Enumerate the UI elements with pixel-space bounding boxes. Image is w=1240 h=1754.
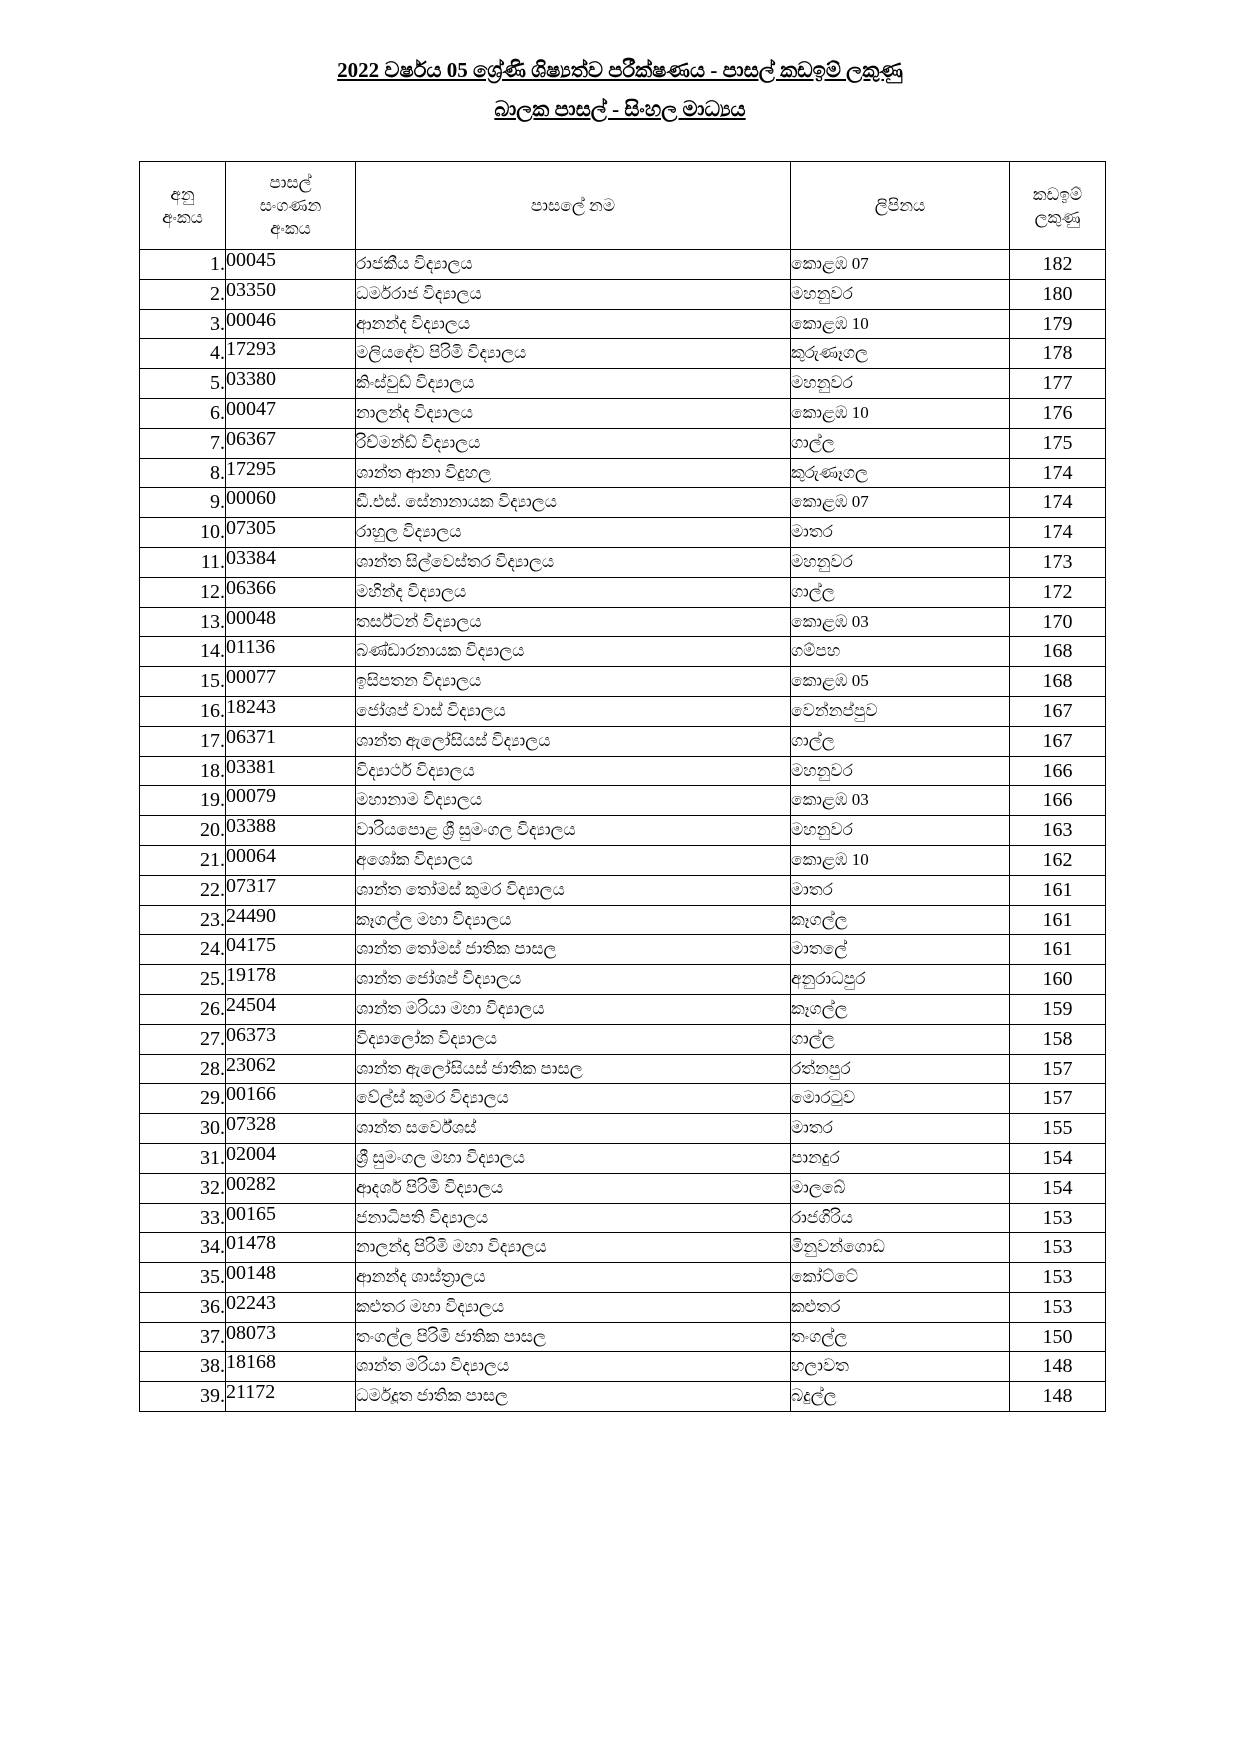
serial-cell: 33.: [140, 1203, 226, 1233]
table-row: [140, 935, 1106, 965]
address-cell: කොළඹ 10: [791, 398, 1010, 428]
document-title: 2022 වර්ෂය 05 ශ්‍රේණි ශිෂ්‍යත්ව පරීක්ෂණය - පාසල් කඩඉම් ලකුණු: [337, 58, 903, 82]
serial-cell: 39.: [140, 1382, 226, 1412]
serial-cell: 13.: [140, 607, 226, 637]
school-name-cell: ශාන්ත ඇලෝසියස් ජාතික පාසල: [356, 1054, 791, 1084]
census-cell: 07305: [226, 518, 356, 548]
marks-cell: 182: [1010, 250, 1106, 280]
school-name-cell: ශාන්ත ඇලෝසියස් විද්‍යාලය: [356, 726, 791, 756]
serial-cell: 22.: [140, 875, 226, 905]
marks-cell: 166: [1010, 786, 1106, 816]
table-row: [140, 428, 1106, 458]
serial-cell: 25.: [140, 965, 226, 995]
school-name-cell: ශ්‍රී සුමංගල මහා විද්‍යාලය: [356, 1143, 791, 1173]
marks-cell: 174: [1010, 458, 1106, 488]
marks-cell: 180: [1010, 279, 1106, 309]
serial-cell: 5.: [140, 369, 226, 399]
serial-cell: 38.: [140, 1352, 226, 1382]
address-cell: කුරුණෑගල: [791, 339, 1010, 369]
table-row: [140, 547, 1106, 577]
serial-cell: 16.: [140, 696, 226, 726]
marks-cell: 177: [1010, 369, 1106, 399]
table-row: [140, 1024, 1106, 1054]
marks-cell: 172: [1010, 577, 1106, 607]
serial-cell: 28.: [140, 1054, 226, 1084]
header-marks-line: කඩඉම්: [1032, 184, 1083, 204]
school-name-cell: ශාන්ත මරියා මහා විද්‍යාලය: [356, 994, 791, 1024]
header-school-name: පාසලේ නම: [356, 162, 791, 250]
table-row: [140, 458, 1106, 488]
census-cell: 01478: [226, 1233, 356, 1263]
school-name-cell: මහින්ද විද්‍යාලය: [356, 577, 791, 607]
table-row: [140, 905, 1106, 935]
address-cell: කොළඹ 03: [791, 607, 1010, 637]
table-row: [140, 1173, 1106, 1203]
census-cell: 02243: [226, 1292, 356, 1322]
serial-cell: 12.: [140, 577, 226, 607]
school-name-cell: අශෝක විද්‍යාලය: [356, 845, 791, 875]
school-name-cell: ආනන්ද ශාස්ත්‍රාලය: [356, 1263, 791, 1293]
table-row: [140, 1263, 1106, 1293]
marks-cell: 155: [1010, 1114, 1106, 1144]
marks-cell: 157: [1010, 1084, 1106, 1114]
census-cell: 17295: [226, 458, 356, 488]
header-address: ලිපිනය: [791, 162, 1010, 250]
address-cell: මහනුවර: [791, 279, 1010, 309]
serial-cell: 7.: [140, 428, 226, 458]
table-row: [140, 1084, 1106, 1114]
serial-cell: 23.: [140, 905, 226, 935]
census-cell: 04175: [226, 935, 356, 965]
header-marks-line: ලකුණු: [1034, 207, 1081, 227]
census-cell: 03388: [226, 816, 356, 846]
table-row: [140, 875, 1106, 905]
census-cell: 00165: [226, 1203, 356, 1233]
address-cell: කොළඹ 07: [791, 488, 1010, 518]
table-row: [140, 1114, 1106, 1144]
table-row: [140, 518, 1106, 548]
address-cell: මාතර: [791, 518, 1010, 548]
school-name-cell: ශාන්ත සිල්වෙස්තර විද්‍යාලය: [356, 547, 791, 577]
address-cell: මිනුවන්ගොඩ: [791, 1233, 1010, 1263]
serial-cell: 3.: [140, 309, 226, 339]
address-cell: මහනුවර: [791, 369, 1010, 399]
serial-cell: 2.: [140, 279, 226, 309]
table-row: [140, 786, 1106, 816]
table-row: [140, 607, 1106, 637]
serial-cell: 21.: [140, 845, 226, 875]
address-cell: කොළඹ 10: [791, 309, 1010, 339]
school-name-cell: ශාන්ත ආනා විදුහල: [356, 458, 791, 488]
census-cell: 01136: [226, 637, 356, 667]
header-cutoff-marks: [1010, 162, 1106, 250]
school-name-cell: රාජකීය විද්‍යාලය: [356, 250, 791, 280]
address-cell: තංගල්ල: [791, 1322, 1010, 1352]
address-cell: කොළඹ 05: [791, 667, 1010, 697]
school-name-cell: නාලන්ද විද්‍යාලය: [356, 398, 791, 428]
school-name-cell: මහානාම විද්‍යාලය: [356, 786, 791, 816]
school-name-cell: මලියදේව පිරිමි විද්‍යාලය: [356, 339, 791, 369]
census-cell: 18243: [226, 696, 356, 726]
address-cell: වෙන්නප්පුව: [791, 696, 1010, 726]
address-cell: මාතර: [791, 1114, 1010, 1144]
census-cell: 08073: [226, 1322, 356, 1352]
serial-cell: 30.: [140, 1114, 226, 1144]
address-cell: මහනුවර: [791, 756, 1010, 786]
address-cell: ගාල්ල: [791, 726, 1010, 756]
marks-cell: 153: [1010, 1263, 1106, 1293]
marks-cell: 158: [1010, 1024, 1106, 1054]
marks-cell: 148: [1010, 1352, 1106, 1382]
table-row: [140, 696, 1106, 726]
address-cell: ගාල්ල: [791, 577, 1010, 607]
header-census-number: [226, 162, 356, 250]
marks-cell: 173: [1010, 547, 1106, 577]
header-serial-number: [140, 162, 226, 250]
school-name-cell: කෑගල්ල මහා විද්‍යාලය: [356, 905, 791, 935]
address-cell: කෑගල්ල: [791, 994, 1010, 1024]
table-row: [140, 250, 1106, 280]
marks-cell: 161: [1010, 935, 1106, 965]
marks-cell: 148: [1010, 1382, 1106, 1412]
school-name-cell: නාලන්දා පිරිමි මහා විද්‍යාලය: [356, 1233, 791, 1263]
marks-cell: 161: [1010, 875, 1106, 905]
table-row: [140, 1143, 1106, 1173]
table-header-row: [140, 162, 1106, 250]
table-row: [140, 965, 1106, 995]
marks-cell: 167: [1010, 696, 1106, 726]
address-cell: කොළඹ 10: [791, 845, 1010, 875]
census-cell: 06373: [226, 1024, 356, 1054]
table-row: [140, 845, 1106, 875]
census-cell: 00045: [226, 250, 356, 280]
school-name-cell: කිංස්වුඩ් විද්‍යාලය: [356, 369, 791, 399]
school-name-cell: ධර්මදූත ජාතික පාසල: [356, 1382, 791, 1412]
school-name-cell: රිච්මන්ඩ් විද්‍යාලය: [356, 428, 791, 458]
serial-cell: 37.: [140, 1322, 226, 1352]
address-cell: බදුල්ල: [791, 1382, 1010, 1412]
serial-cell: 14.: [140, 637, 226, 667]
marks-cell: 179: [1010, 309, 1106, 339]
table-row: [140, 398, 1106, 428]
marks-cell: 174: [1010, 488, 1106, 518]
marks-cell: 178: [1010, 339, 1106, 369]
school-name-cell: කළුතර මහා විද්‍යාලය: [356, 1292, 791, 1322]
marks-cell: 170: [1010, 607, 1106, 637]
census-cell: 03380: [226, 369, 356, 399]
serial-cell: 35.: [140, 1263, 226, 1293]
serial-cell: 19.: [140, 786, 226, 816]
census-cell: 03384: [226, 547, 356, 577]
address-cell: මාලබේ: [791, 1173, 1010, 1203]
census-cell: 00166: [226, 1084, 356, 1114]
school-name-cell: විද්‍යාලෝක විද්‍යාලය: [356, 1024, 791, 1054]
school-name-cell: රාහුල විද්‍යාලය: [356, 518, 791, 548]
address-cell: කෑගල්ල: [791, 905, 1010, 935]
serial-cell: 1.: [140, 250, 226, 280]
census-cell: 00060: [226, 488, 356, 518]
table-row: [140, 667, 1106, 697]
census-cell: 06367: [226, 428, 356, 458]
serial-cell: 10.: [140, 518, 226, 548]
address-cell: අනුරාධපුර: [791, 965, 1010, 995]
marks-cell: 162: [1010, 845, 1106, 875]
school-name-cell: ජෝශප් වාස් විද්‍යාලය: [356, 696, 791, 726]
census-cell: 00148: [226, 1263, 356, 1293]
address-cell: මොරටුව: [791, 1084, 1010, 1114]
school-name-cell: වාරියපොළ ශ්‍රී සුමංගල විද්‍යාලය: [356, 816, 791, 846]
table-row: [140, 637, 1106, 667]
serial-cell: 6.: [140, 398, 226, 428]
header-serial-line: අනු: [170, 184, 195, 204]
school-name-cell: ශාන්ත තෝමස් කුමර විද්‍යාලය: [356, 875, 791, 905]
address-cell: රාජගිරිය: [791, 1203, 1010, 1233]
table-row: [140, 1382, 1106, 1412]
census-cell: 00047: [226, 398, 356, 428]
census-cell: 00079: [226, 786, 356, 816]
marks-cell: 150: [1010, 1322, 1106, 1352]
school-name-cell: විද්‍යාර්ථ විද්‍යාලය: [356, 756, 791, 786]
school-name-cell: ශාන්ත තෝමස් ජාතික පාසල: [356, 935, 791, 965]
marks-cell: 176: [1010, 398, 1106, 428]
marks-cell: 163: [1010, 816, 1106, 846]
census-cell: 03350: [226, 279, 356, 309]
school-name-cell: වේල්ස් කුමර විද්‍යාලය: [356, 1084, 791, 1114]
marks-cell: 174: [1010, 518, 1106, 548]
table-row: [140, 816, 1106, 846]
census-cell: 00046: [226, 309, 356, 339]
address-cell: මාතර: [791, 875, 1010, 905]
marks-cell: 154: [1010, 1143, 1106, 1173]
census-cell: 17293: [226, 339, 356, 369]
address-cell: මහනුවර: [791, 816, 1010, 846]
table-row: [140, 726, 1106, 756]
census-cell: 24490: [226, 905, 356, 935]
address-cell: කෝට්ටේ: [791, 1263, 1010, 1293]
table-row: [140, 369, 1106, 399]
address-cell: කුරුණෑගල: [791, 458, 1010, 488]
table-row: [140, 577, 1106, 607]
serial-cell: 31.: [140, 1143, 226, 1173]
serial-cell: 27.: [140, 1024, 226, 1054]
address-cell: ගම්පහ: [791, 637, 1010, 667]
school-name-cell: ආදර්ශ පිරිමි විද්‍යාලය: [356, 1173, 791, 1203]
marks-cell: 153: [1010, 1233, 1106, 1263]
census-cell: 03381: [226, 756, 356, 786]
table-row: [140, 756, 1106, 786]
address-cell: කොළඹ 03: [791, 786, 1010, 816]
serial-cell: 34.: [140, 1233, 226, 1263]
marks-cell: 167: [1010, 726, 1106, 756]
school-name-cell: තර්ස්ටන් විද්‍යාලය: [356, 607, 791, 637]
marks-cell: 166: [1010, 756, 1106, 786]
serial-cell: 4.: [140, 339, 226, 369]
school-name-cell: තංගල්ල පිරිමි ජාතික පාසල: [356, 1322, 791, 1352]
school-name-cell: ආනන්ද විද්‍යාලය: [356, 309, 791, 339]
table-row: [140, 488, 1106, 518]
address-cell: ගාල්ල: [791, 1024, 1010, 1054]
census-cell: 02004: [226, 1143, 356, 1173]
address-cell: පානදුර: [791, 1143, 1010, 1173]
serial-cell: 17.: [140, 726, 226, 756]
school-name-cell: ඩී.එස්. සේනානායක විද්‍යාලය: [356, 488, 791, 518]
school-name-cell: ශාන්ත මරියා විද්‍යාලය: [356, 1352, 791, 1382]
table-row: [140, 1352, 1106, 1382]
serial-cell: 32.: [140, 1173, 226, 1203]
serial-cell: 11.: [140, 547, 226, 577]
document-subtitle: බාලක පාසල් - සිංහල මාධ්‍යය: [494, 97, 746, 121]
table-row: [140, 1322, 1106, 1352]
census-cell: 18168: [226, 1352, 356, 1382]
header-census-line: පාසල්: [269, 173, 312, 192]
census-cell: 00077: [226, 667, 356, 697]
school-name-cell: බණ්ඩාරනායක විද්‍යාලය: [356, 637, 791, 667]
table-row: [140, 1054, 1106, 1084]
cutoff-marks-table: [139, 161, 1106, 1412]
school-name-cell: ධර්මරාජ විද්‍යාලය: [356, 279, 791, 309]
header-census-line: සංගණන: [259, 196, 322, 215]
serial-cell: 15.: [140, 667, 226, 697]
table-row: [140, 339, 1106, 369]
serial-cell: 20.: [140, 816, 226, 846]
census-cell: 23062: [226, 1054, 356, 1084]
census-cell: 06366: [226, 577, 356, 607]
marks-cell: 157: [1010, 1054, 1106, 1084]
table-row: [140, 309, 1106, 339]
marks-cell: 153: [1010, 1203, 1106, 1233]
serial-cell: 18.: [140, 756, 226, 786]
serial-cell: 36.: [140, 1292, 226, 1322]
census-cell: 19178: [226, 965, 356, 995]
census-cell: 00048: [226, 607, 356, 637]
marks-cell: 159: [1010, 994, 1106, 1024]
table-row: [140, 1292, 1106, 1322]
address-cell: මහනුවර: [791, 547, 1010, 577]
census-cell: 00282: [226, 1173, 356, 1203]
marks-cell: 160: [1010, 965, 1106, 995]
school-name-cell: ශාන්ත සර්වේශස්: [356, 1114, 791, 1144]
census-cell: 07328: [226, 1114, 356, 1144]
address-cell: කළුතර: [791, 1292, 1010, 1322]
marks-cell: 175: [1010, 428, 1106, 458]
address-cell: හලාවත: [791, 1352, 1010, 1382]
header-serial-line: අංකය: [162, 207, 203, 227]
marks-cell: 154: [1010, 1173, 1106, 1203]
table-row: [140, 279, 1106, 309]
table-row: [140, 1233, 1106, 1263]
marks-cell: 153: [1010, 1292, 1106, 1322]
header-census-line: අංකය: [270, 219, 311, 238]
serial-cell: 8.: [140, 458, 226, 488]
serial-cell: 24.: [140, 935, 226, 965]
school-name-cell: ඉසිපතන විද්‍යාලය: [356, 667, 791, 697]
marks-cell: 168: [1010, 667, 1106, 697]
table-row: [140, 994, 1106, 1024]
marks-cell: 168: [1010, 637, 1106, 667]
census-cell: 06371: [226, 726, 356, 756]
census-cell: 24504: [226, 994, 356, 1024]
serial-cell: 26.: [140, 994, 226, 1024]
school-name-cell: ශාන්ත ජෝශප් විද්‍යාලය: [356, 965, 791, 995]
school-name-cell: ජනාධිපති විද්‍යාලය: [356, 1203, 791, 1233]
address-cell: රත්නපුර: [791, 1054, 1010, 1084]
serial-cell: 29.: [140, 1084, 226, 1114]
table-row: [140, 1203, 1106, 1233]
serial-cell: 9.: [140, 488, 226, 518]
census-cell: 07317: [226, 875, 356, 905]
address-cell: කොළඹ 07: [791, 250, 1010, 280]
address-cell: ගාල්ල: [791, 428, 1010, 458]
census-cell: 21172: [226, 1382, 356, 1412]
address-cell: මාතලේ: [791, 935, 1010, 965]
census-cell: 00064: [226, 845, 356, 875]
marks-cell: 161: [1010, 905, 1106, 935]
